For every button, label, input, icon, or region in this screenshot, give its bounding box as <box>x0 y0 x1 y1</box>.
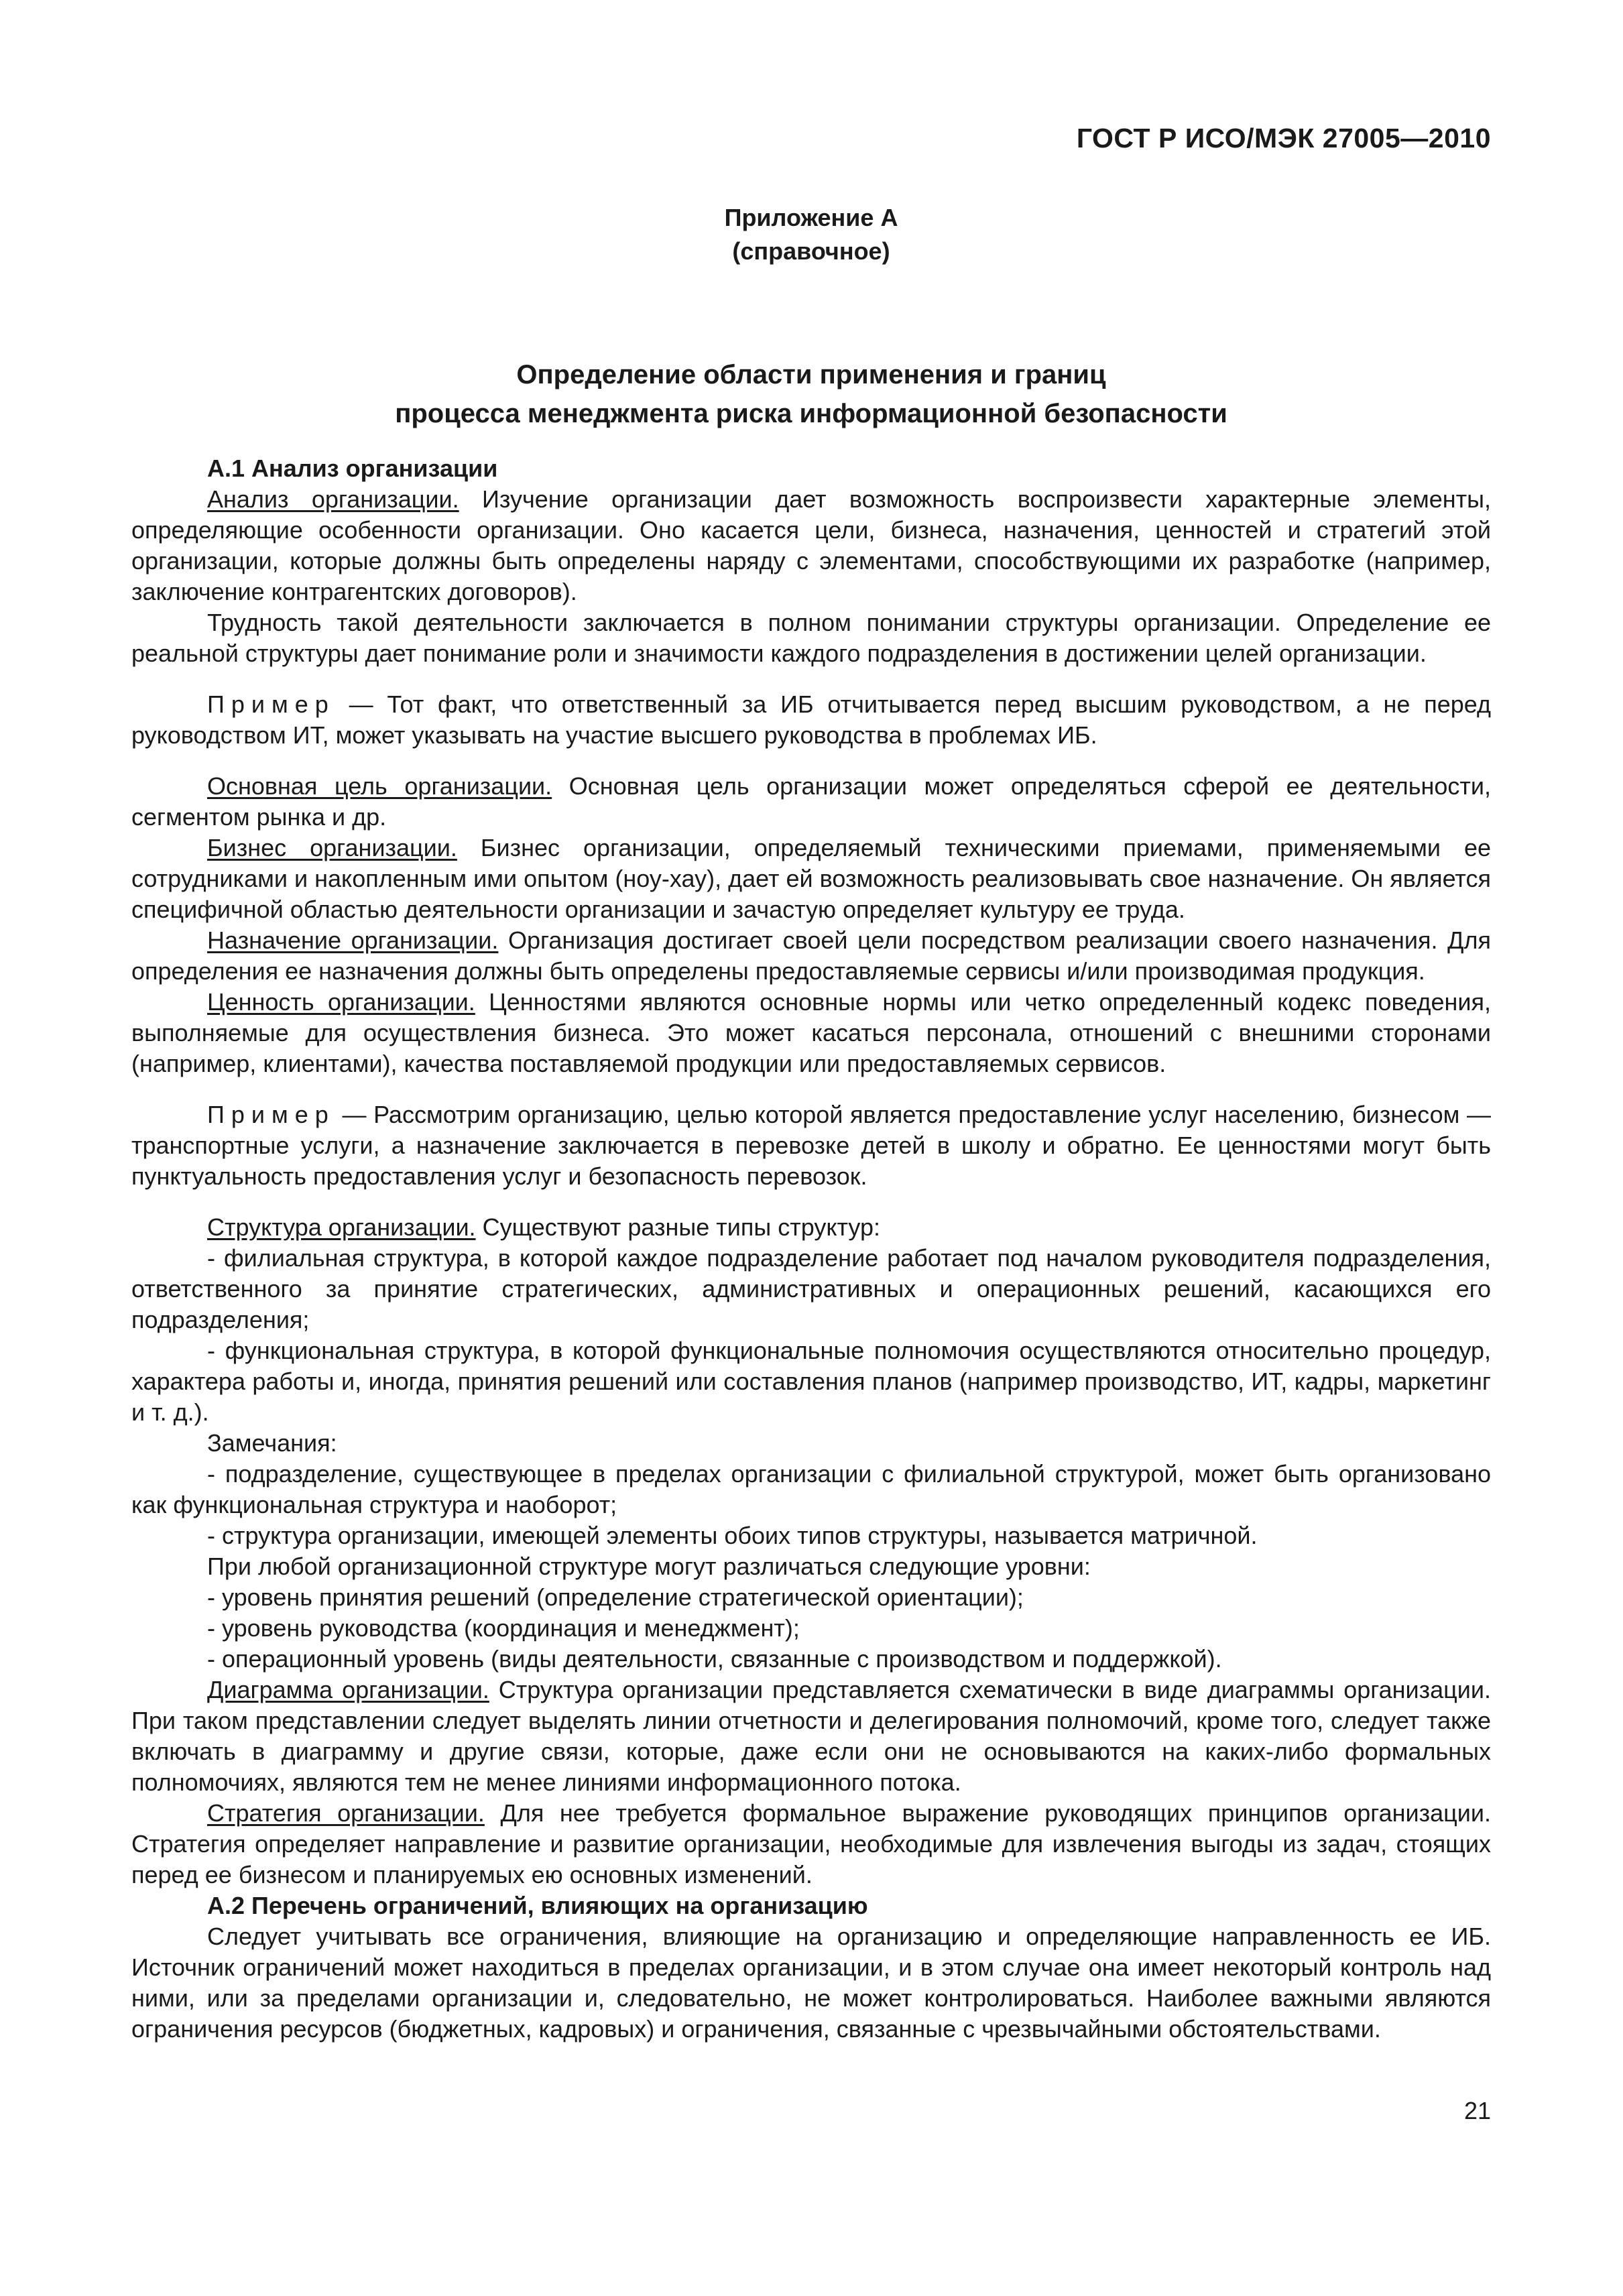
paragraph-goal <box>131 771 1491 833</box>
paragraph-value <box>131 987 1491 1079</box>
list-item: - филиальная структура, в которой каждое подразделение работает под началом руководителя подразделения, ответственного за принятие стратегических, административных и операционных решений, касающихся его подразделения; <box>131 1244 1491 1333</box>
page-number: 21 <box>1463 2097 1491 2124</box>
term-value: Ценность организации. <box>207 988 475 1016</box>
paragraph-diagram <box>131 1675 1491 1798</box>
list-item: - функциональная структура, в которой функциональные полномочия осуществляются относительно процедур, характера работы и, иногда, принятия решений или составления планов (например производство, ИТ, кадры, маркетинг и т. д.). <box>131 1337 1491 1426</box>
example-2-label: Пример <box>207 1101 335 1128</box>
document-body <box>131 453 1491 2045</box>
paragraph-difficulty: Трудность такой деятельности заключается в полном понимании структуры организации. Определение ее реальной структуры дает понимание роли и значимости каждого подразделения в достижении целей организации. <box>131 609 1491 667</box>
title-line-2: процесса менеджмента риска информационной безопасности <box>395 399 1227 428</box>
example-2 <box>131 1099 1491 1192</box>
list-item: - уровень принятия решений (определение стратегической ориентации); <box>207 1583 1024 1611</box>
annex-heading <box>131 201 1491 268</box>
paragraph-business <box>131 833 1491 925</box>
term-diagram: Диаграмма организации. <box>207 1676 489 1703</box>
list-item: - операционный уровень (виды деятельности, связанные с производством и поддержкой). <box>207 1645 1222 1673</box>
example-1-text: — Тот факт, что ответственный за ИБ отчитывается перед высшим руководством, а не перед руководством ИТ, может указывать на участие высшего руководства в проблемах ИБ. <box>131 690 1491 749</box>
term-structure: Структура организации. <box>207 1213 476 1241</box>
term-goal: Основная цель организации. <box>207 772 552 800</box>
list-item: - уровень руководства (координация и менеджмент); <box>207 1614 800 1642</box>
list-item: - подразделение, существующее в пределах организации с филиальной структурой, может быть организовано как функциональная структура и наоборот; <box>131 1460 1491 1518</box>
text-business: Бизнес организации, определяемый техническими приемами, применяемыми ее сотрудниками и накопленным ими опытом (ноу-хау), дает ей возможность реализовывать свое назначение. Он является специфичной областью деятельности организации и зачастую определяет культуру ее труда. <box>131 834 1491 923</box>
term-analysis: Анализ организации. <box>207 485 459 513</box>
text-value: Ценностями являются основные нормы или четко определенный кодекс поведения, выполняемые для осуществления бизнеса. Это может касаться персонала, отношений с внешними сторонами (например, клиентами), качества поставляемой продукции или предоставляемых сервисов. <box>131 988 1492 1077</box>
page-title <box>131 355 1491 433</box>
list-item: - структура организации, имеющей элементы обоих типов структуры, называется матричной. <box>207 1522 1258 1549</box>
paragraph-analysis <box>131 484 1491 607</box>
standard-header: ГОСТ Р ИСО/МЭК 27005—2010 <box>1076 123 1491 154</box>
term-business: Бизнес организации. <box>207 834 457 861</box>
text-analysis: Изучение организации дает возможность воспроизвести характерные элементы, определяющие особенности организации. Оно касается цели, бизнеса, назначения, ценностей и стратегий этой организации, которые должны быть определены наряду с элементами, способствующими их разработке (например, заключение контрагентских договоров). <box>131 485 1491 605</box>
section-a2-heading: А.2 Перечень ограничений, влияющих на организацию <box>207 1892 868 1919</box>
levels-intro: При любой организационной структуре могут различаться следующие уровни: <box>207 1553 1091 1580</box>
text-strategy: Для нее требуется формальное выражение руководящих принципов организации. Стратегия определяет направление и развитие организации, необходимые для извлечения выгоды из задач, стоящих перед ее бизнесом и планируемых ею основных изменений. <box>131 1799 1491 1888</box>
term-strategy: Стратегия организации. <box>207 1799 485 1827</box>
text-mission: Организация достигает своей цели посредством реализации своего назначения. Для определения ее назначения должны быть определены предоставляемые сервисы и/или производимая продукция. <box>131 926 1491 985</box>
example-1-label: Пример <box>207 690 335 718</box>
example-2-text: — Рассмотрим организацию, целью которой является предоставление услуг населению, бизнесом — транспортные услуги, а назначение заключается в перевозке детей в школу и обратно. Ее ценностями могут быть пунктуальность предоставления услуг и безопасность перевозок. <box>131 1101 1491 1190</box>
text-diagram: Структура организации представляется схематически в виде диаграммы организации. При таком представлении следует выделять линии отчетности и делегирования полномочий, кроме того, следует также включать в диаграмму и другие связи, которые, даже если они не основываются на каких-либо формальных полномочиях, являются тем не менее линиями информационного потока. <box>131 1676 1491 1796</box>
paragraph-strategy <box>131 1798 1491 1890</box>
text-goal: Основная цель организации может определяться сферой ее деятельности, сегментом рынка и др. <box>131 772 1491 831</box>
paragraph-constraints: Следует учитывать все ограничения, влияющие на организацию и определяющие направленность ее ИБ. Источник ограничений может находиться в пределах организации, и в этом случае она имеет некоторый контроль над ними, или за пределами организации и, следовательно, не может контролироваться. Наиболее важными являются ограничения ресурсов (бюджетных, кадровых) и ограничения, связанные с чрезвычайными обстоятельствами. <box>131 1923 1491 2043</box>
term-mission: Назначение организации. <box>207 926 499 954</box>
text-structure: Существуют разные типы структур: <box>475 1213 880 1241</box>
paragraph-mission <box>131 925 1491 987</box>
notes-label: Замечания: <box>207 1429 337 1457</box>
annex-kind: (справочное) <box>732 237 890 265</box>
annex-label: Приложение А <box>724 204 898 231</box>
paragraph-structure <box>131 1212 1491 1243</box>
title-line-1: Определение области применения и границ <box>516 360 1106 389</box>
example-1 <box>131 689 1491 751</box>
section-a1-heading: А.1 Анализ организации <box>207 455 498 482</box>
